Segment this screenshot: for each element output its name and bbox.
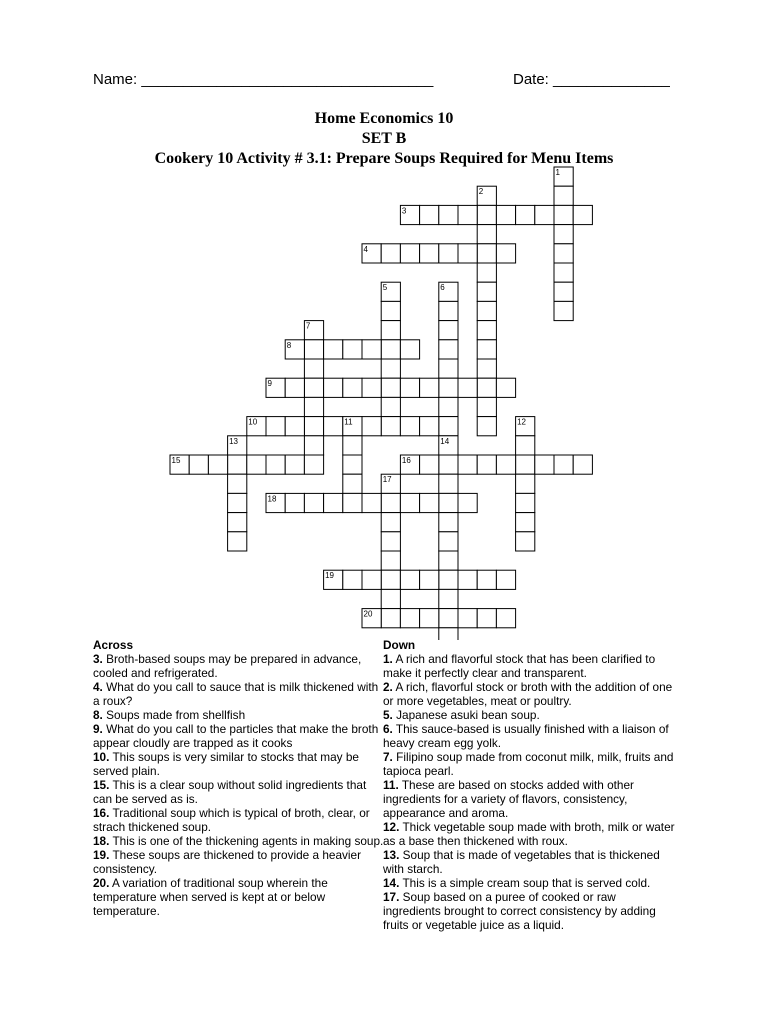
grid-cell[interactable] bbox=[362, 378, 381, 397]
grid-cell[interactable] bbox=[477, 340, 496, 359]
clue-number-7: 7 bbox=[305, 321, 311, 331]
across-clue-number: 10. bbox=[93, 750, 110, 764]
down-clue bbox=[383, 652, 675, 680]
down-clue bbox=[383, 750, 675, 778]
grid-cell[interactable] bbox=[496, 570, 515, 589]
grid-cell[interactable] bbox=[554, 205, 573, 224]
grid-cell[interactable] bbox=[266, 455, 285, 474]
down-clue-number: 7. bbox=[383, 750, 393, 764]
grid-cell[interactable] bbox=[477, 455, 496, 474]
grid-cell[interactable] bbox=[266, 417, 285, 436]
grid-cell[interactable] bbox=[228, 493, 247, 512]
grid-cell[interactable] bbox=[439, 205, 458, 224]
grid-cell[interactable] bbox=[228, 532, 247, 551]
across-clue bbox=[93, 722, 385, 750]
across-clue-text: This is a clear soup without solid ingredients that can be served as is. bbox=[93, 778, 367, 806]
grid-cell[interactable] bbox=[477, 321, 496, 340]
clue-number-15: 15 bbox=[171, 456, 181, 465]
grid-cell[interactable] bbox=[343, 493, 362, 512]
grid-cell[interactable] bbox=[343, 436, 362, 455]
grid-cell[interactable] bbox=[343, 340, 362, 359]
down-clue-text: A rich and flavorful stock that has been clarified to make it perfectly clear and transparent. bbox=[383, 652, 656, 680]
clue-number-5: 5 bbox=[382, 283, 388, 293]
grid-cell[interactable] bbox=[420, 570, 439, 589]
across-clue-number: 8. bbox=[93, 708, 103, 722]
grid-cell[interactable] bbox=[458, 205, 477, 224]
across-clue-text: Soups made from shellfish bbox=[102, 708, 246, 722]
down-clue bbox=[383, 778, 675, 820]
clue-number-17: 17 bbox=[382, 475, 392, 485]
down-clue-text: Thick vegetable soup made with broth, milk or water as a base then thickened with roux. bbox=[383, 820, 675, 848]
across-clue-text: This soups is very similar to stocks that may be served plain. bbox=[93, 750, 359, 778]
grid-cell[interactable] bbox=[439, 474, 458, 493]
grid-cell[interactable] bbox=[304, 417, 323, 436]
grid-cell[interactable] bbox=[477, 263, 496, 282]
grid-cell[interactable] bbox=[228, 455, 247, 474]
down-clue-text: This is a simple cream soup that is served cold. bbox=[399, 876, 651, 890]
grid-cell[interactable] bbox=[304, 493, 323, 512]
down-clue-number: 6. bbox=[383, 722, 393, 736]
down-clue-text: Soup that is made of vegetables that is thickened with starch. bbox=[383, 848, 660, 876]
grid-cell[interactable] bbox=[381, 244, 400, 263]
grid-cell[interactable] bbox=[285, 493, 304, 512]
grid-cell[interactable] bbox=[381, 417, 400, 436]
grid-cell[interactable] bbox=[458, 493, 477, 512]
title-activity: Cookery 10 Activity # 3.1: Prepare Soups Required for Menu Items bbox=[154, 150, 614, 167]
grid-cell[interactable] bbox=[381, 321, 400, 340]
across-clue bbox=[93, 708, 385, 722]
across-clue-number: 18. bbox=[93, 834, 110, 848]
grid-cell[interactable] bbox=[477, 225, 496, 244]
down-clue bbox=[383, 708, 675, 722]
grid-cell[interactable] bbox=[381, 589, 400, 608]
down-clue bbox=[383, 820, 675, 848]
down-clue-text: Filipino soup made from coconut milk, milk, fruits and tapioca pearl. bbox=[383, 750, 674, 778]
title-set: SET B bbox=[361, 130, 407, 147]
grid-cell[interactable] bbox=[228, 513, 247, 532]
grid-cell[interactable] bbox=[458, 378, 477, 397]
grid-cell[interactable] bbox=[400, 570, 419, 589]
clue-number-2: 2 bbox=[478, 187, 484, 197]
grid-cell[interactable] bbox=[420, 609, 439, 628]
grid-cell[interactable] bbox=[381, 359, 400, 378]
across-clue-number: 16. bbox=[93, 806, 110, 820]
grid-cell[interactable] bbox=[420, 417, 439, 436]
down-heading: Down bbox=[383, 638, 416, 652]
grid-cell[interactable] bbox=[304, 359, 323, 378]
down-clue-number: 13. bbox=[383, 848, 400, 862]
grid-cell[interactable] bbox=[381, 570, 400, 589]
down-clue-text: These are based on stocks added with other ingredients for a variety of flavors, consistency, appearance and aroma. bbox=[383, 778, 634, 820]
grid-cell[interactable] bbox=[343, 570, 362, 589]
clue-number-20: 20 bbox=[363, 609, 373, 619]
grid-cell[interactable] bbox=[496, 244, 515, 263]
grid-cell[interactable] bbox=[458, 570, 477, 589]
across-clue-number: 19. bbox=[93, 848, 110, 862]
grid-cell[interactable] bbox=[516, 455, 535, 474]
clue-number-9: 9 bbox=[267, 379, 272, 389]
grid-cell[interactable] bbox=[554, 263, 573, 282]
grid-cell[interactable] bbox=[439, 589, 458, 608]
grid-cell[interactable] bbox=[477, 417, 496, 436]
grid-cell[interactable] bbox=[228, 474, 247, 493]
across-clue bbox=[93, 848, 385, 876]
down-clue-number: 12. bbox=[383, 820, 400, 834]
grid-cell[interactable] bbox=[477, 244, 496, 263]
grid-cell[interactable] bbox=[554, 186, 573, 205]
down-clue-text: This sauce-based is usually finished with a liaison of heavy cream egg yolk. bbox=[383, 722, 669, 750]
grid-cell[interactable] bbox=[304, 455, 323, 474]
grid-cell[interactable] bbox=[535, 455, 554, 474]
down-clue-text: A rich, flavorful stock or broth with the addition of one or more vegetables, meat or poultry. bbox=[383, 680, 673, 708]
grid-cell[interactable] bbox=[362, 340, 381, 359]
grid-cell[interactable] bbox=[420, 205, 439, 224]
clue-number-1: 1 bbox=[555, 168, 560, 177]
grid-cell[interactable] bbox=[324, 417, 343, 436]
across-clue bbox=[93, 876, 385, 918]
across-clue bbox=[93, 806, 385, 834]
grid-cell[interactable] bbox=[439, 455, 458, 474]
grid-cell[interactable] bbox=[439, 378, 458, 397]
grid-cell[interactable] bbox=[477, 359, 496, 378]
grid-cell[interactable] bbox=[477, 282, 496, 301]
grid-cell[interactable] bbox=[439, 244, 458, 263]
across-clue bbox=[93, 778, 385, 806]
grid-cell[interactable] bbox=[304, 397, 323, 416]
grid-cell[interactable] bbox=[381, 340, 400, 359]
across-clue-number: 4. bbox=[93, 680, 103, 694]
grid-cell[interactable] bbox=[304, 436, 323, 455]
clue-number-11: 11 bbox=[344, 417, 353, 427]
clue-number-4: 4 bbox=[363, 244, 368, 254]
grid-cell[interactable] bbox=[381, 551, 400, 570]
grid-cell[interactable] bbox=[285, 417, 304, 436]
grid-cell[interactable] bbox=[324, 340, 343, 359]
grid-cell[interactable] bbox=[304, 340, 323, 359]
across-clue-number: 15. bbox=[93, 778, 110, 792]
grid-cell[interactable] bbox=[324, 378, 343, 397]
grid-cell[interactable] bbox=[439, 397, 458, 416]
grid-cell[interactable] bbox=[285, 378, 304, 397]
clue-number-16: 16 bbox=[401, 456, 411, 465]
clue-number-13: 13 bbox=[229, 436, 239, 446]
grid-cell[interactable] bbox=[420, 378, 439, 397]
clue-number-12: 12 bbox=[517, 417, 527, 427]
down-clue-number: 17. bbox=[383, 890, 400, 904]
grid-cell[interactable] bbox=[285, 455, 304, 474]
grid-cell[interactable] bbox=[400, 340, 419, 359]
grid-cell[interactable] bbox=[554, 301, 573, 320]
grid-cell[interactable] bbox=[573, 205, 592, 224]
grid-cell[interactable] bbox=[439, 570, 458, 589]
clue-number-19: 19 bbox=[325, 571, 335, 581]
grid-cell[interactable] bbox=[247, 455, 266, 474]
down-clue-number: 11. bbox=[383, 778, 399, 792]
across-clue-number: 9. bbox=[93, 722, 103, 736]
clue-number-3: 3 bbox=[401, 206, 407, 216]
grid-cell[interactable] bbox=[439, 359, 458, 378]
down-clue-text: Japanese asuki bean soup. bbox=[392, 708, 540, 722]
across-clue-text: Traditional soup which is typical of broth, clear, or strach thickened soup. bbox=[93, 806, 370, 834]
grid-cell[interactable] bbox=[381, 513, 400, 532]
grid-cell[interactable] bbox=[439, 493, 458, 512]
grid-cell[interactable] bbox=[400, 417, 419, 436]
grid-cell[interactable] bbox=[554, 282, 573, 301]
grid-cell[interactable] bbox=[208, 455, 227, 474]
grid-cell[interactable] bbox=[381, 301, 400, 320]
grid-cell[interactable] bbox=[516, 532, 535, 551]
grid-cell[interactable] bbox=[496, 455, 515, 474]
grid-cell[interactable] bbox=[381, 397, 400, 416]
across-clue-text: What do you call to the particles that make the broth appear cloudly are trapped as it cooks bbox=[93, 722, 379, 750]
grid-cell[interactable] bbox=[189, 455, 208, 474]
grid-cell[interactable] bbox=[554, 225, 573, 244]
grid-cell[interactable] bbox=[458, 455, 477, 474]
grid-cell[interactable] bbox=[381, 378, 400, 397]
grid-cell[interactable] bbox=[381, 532, 400, 551]
grid-cell[interactable] bbox=[535, 205, 554, 224]
clue-number-8: 8 bbox=[286, 340, 292, 350]
grid-cell[interactable] bbox=[439, 551, 458, 570]
down-clue-number: 1. bbox=[383, 652, 393, 666]
grid-cell[interactable] bbox=[554, 244, 573, 263]
grid-cell[interactable] bbox=[362, 570, 381, 589]
down-clue bbox=[383, 890, 675, 932]
down-clue-number: 14. bbox=[383, 876, 400, 890]
down-clue-text: Soup based on a puree of cooked or raw ingredients brought to correct consistency by adding fruits or vegetable juice as a liquid. bbox=[383, 890, 656, 932]
grid-cell[interactable] bbox=[477, 301, 496, 320]
grid-cell[interactable] bbox=[439, 417, 458, 436]
grid-cell[interactable] bbox=[516, 205, 535, 224]
grid-cell[interactable] bbox=[554, 455, 573, 474]
grid-cell[interactable] bbox=[400, 244, 419, 263]
grid-cell[interactable] bbox=[477, 397, 496, 416]
grid-cell[interactable] bbox=[362, 493, 381, 512]
clue-number-10: 10 bbox=[248, 417, 258, 427]
down-clue bbox=[383, 876, 675, 890]
grid-cell[interactable] bbox=[439, 340, 458, 359]
across-clue-text: These soups are thickened to provide a heavier consistency. bbox=[93, 848, 362, 876]
grid-cell[interactable] bbox=[304, 378, 323, 397]
grid-cell[interactable] bbox=[496, 205, 515, 224]
grid-cell[interactable] bbox=[343, 474, 362, 493]
name-field-label: Name: ___________________________________ bbox=[93, 71, 434, 88]
across-clue bbox=[93, 652, 385, 680]
grid-cell[interactable] bbox=[516, 493, 535, 512]
down-clue bbox=[383, 722, 675, 750]
title-course: Home Economics 10 bbox=[314, 110, 454, 127]
grid-cell[interactable] bbox=[400, 378, 419, 397]
down-clue-number: 2. bbox=[383, 680, 393, 694]
grid-cell[interactable] bbox=[477, 609, 496, 628]
grid-cell[interactable] bbox=[420, 493, 439, 512]
clue-number-14: 14 bbox=[440, 436, 450, 446]
across-clue-text: What do you call to sauce that is milk thickened with a roux? bbox=[93, 680, 379, 708]
grid-cell[interactable] bbox=[400, 609, 419, 628]
down-clues bbox=[383, 638, 675, 932]
grid-cell[interactable] bbox=[439, 609, 458, 628]
grid-cell[interactable] bbox=[343, 378, 362, 397]
across-clue-text: Broth-based soups may be prepared in advance, cooled and refrigerated. bbox=[93, 652, 362, 680]
across-clues bbox=[93, 638, 385, 918]
clue-number-6: 6 bbox=[440, 283, 445, 293]
across-clue-number: 3. bbox=[93, 652, 103, 666]
grid-cell[interactable] bbox=[458, 609, 477, 628]
grid-cell[interactable] bbox=[362, 417, 381, 436]
grid-cell[interactable] bbox=[439, 513, 458, 532]
down-clue-number: 5. bbox=[383, 708, 393, 722]
across-clue bbox=[93, 750, 385, 778]
down-clue bbox=[383, 848, 675, 876]
grid-cell[interactable] bbox=[496, 378, 515, 397]
grid-cell[interactable] bbox=[439, 301, 458, 320]
grid-cell[interactable] bbox=[439, 532, 458, 551]
down-clue bbox=[383, 680, 675, 708]
across-clue-text: A variation of traditional soup wherein the temperature when served is kept at or below temperature. bbox=[93, 876, 328, 918]
grid-cell[interactable] bbox=[439, 321, 458, 340]
grid-cell[interactable] bbox=[381, 609, 400, 628]
grid-cell[interactable] bbox=[343, 455, 362, 474]
grid-cell[interactable] bbox=[420, 455, 439, 474]
grid-cell[interactable] bbox=[496, 609, 515, 628]
grid-cell[interactable] bbox=[400, 493, 419, 512]
grid-cell[interactable] bbox=[516, 436, 535, 455]
date-field-label: Date: ______________ bbox=[513, 71, 670, 88]
grid-cell[interactable] bbox=[477, 570, 496, 589]
grid-cell[interactable] bbox=[573, 455, 592, 474]
grid-cell[interactable] bbox=[516, 513, 535, 532]
across-clue bbox=[93, 680, 385, 708]
clue-number-18: 18 bbox=[267, 494, 277, 504]
grid-cell[interactable] bbox=[381, 493, 400, 512]
grid-cell[interactable] bbox=[458, 244, 477, 263]
grid-cell[interactable] bbox=[516, 474, 535, 493]
grid-cell[interactable] bbox=[324, 493, 343, 512]
across-clue-text: This is one of the thickening agents in making soup. bbox=[109, 834, 384, 848]
grid-cell[interactable] bbox=[477, 378, 496, 397]
grid-cell[interactable] bbox=[477, 205, 496, 224]
grid-cell[interactable] bbox=[420, 244, 439, 263]
across-clue-number: 20. bbox=[93, 876, 110, 890]
across-clue bbox=[93, 834, 385, 848]
across-heading: Across bbox=[93, 638, 133, 652]
